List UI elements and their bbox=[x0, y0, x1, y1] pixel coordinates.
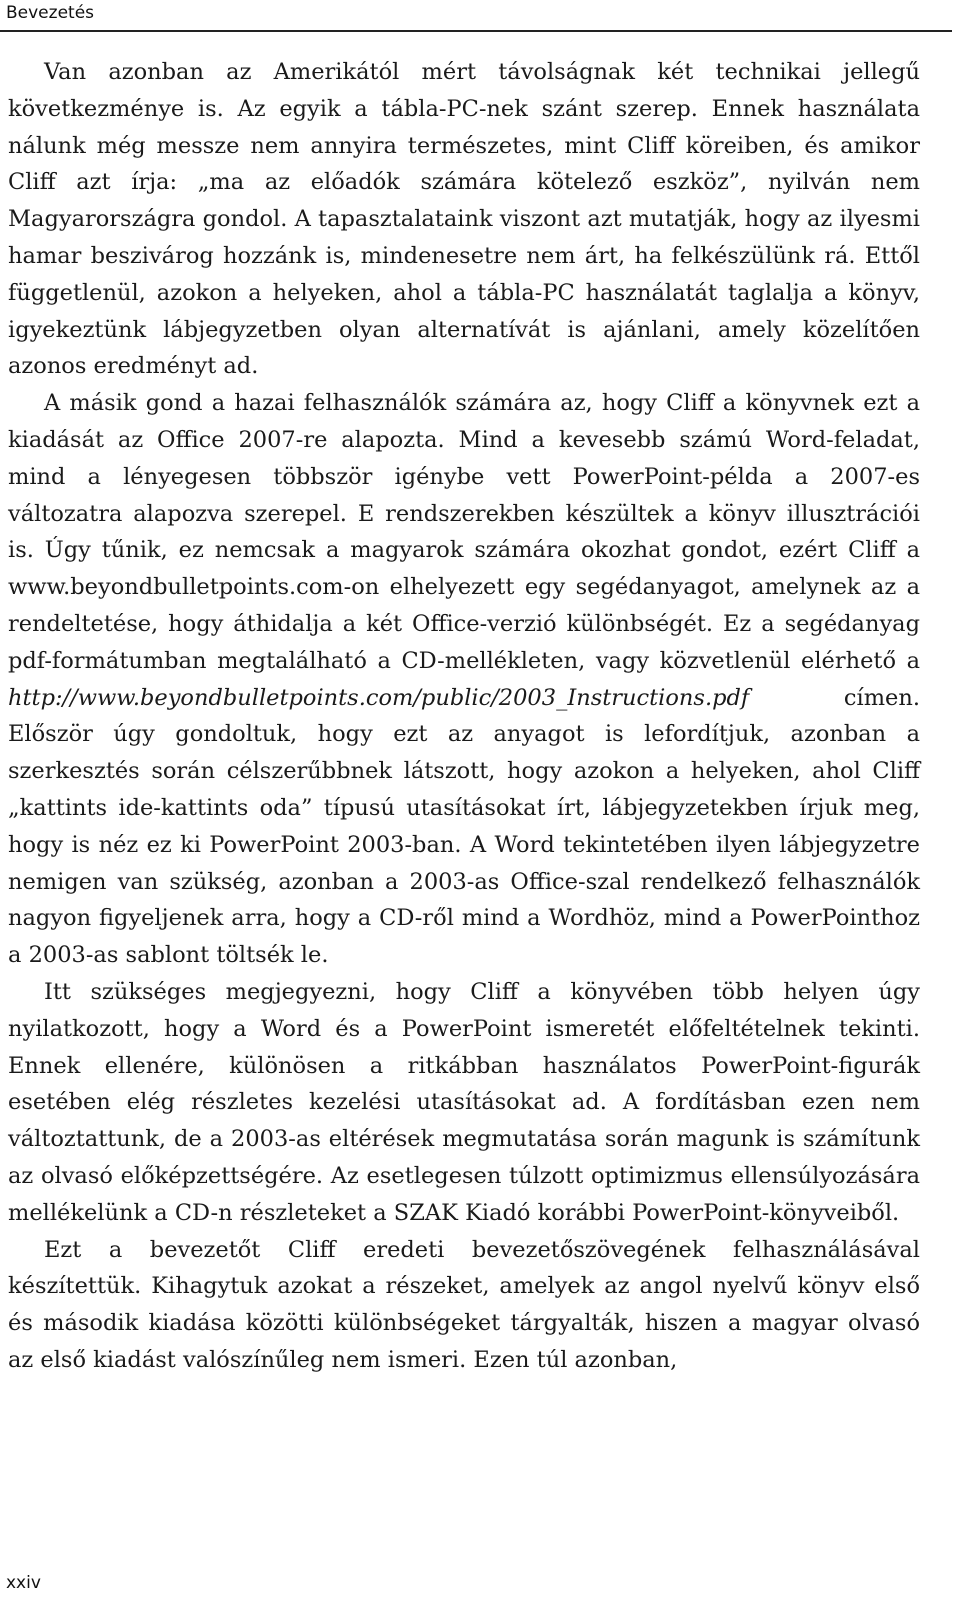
paragraph bbox=[8, 1232, 920, 1379]
header-rule bbox=[0, 30, 952, 32]
paragraph-text: Ezt a bevezetőt Cliff eredeti bevezetőszövegének felhasználásával készítettük. Kihagytuk azokat a részeket, amelyek az angol nyelvű könyv első és második kiadása közötti különbségeket tárgyalták, hiszen a magyar olvasó az első kiadást valószínűleg nem ismeri. Ezen túl azonban, bbox=[8, 1236, 920, 1373]
paragraph-text: címen. Először úgy gondoltuk, hogy ezt az anyagot is lefordítjuk, azonban a szerkesztés során célszerűbbnek látszott, hogy azokon a helyeken, ahol Cliff „kattints ide-kattints oda” típusú utasításokat írt, lábjegyzetekben írjuk meg, hogy is néz ez ki PowerPoint 2003-ban. A Word tekintetében ilyen lábjegyzetre nemigen van szükség, azonban a 2003-as Office-szal rendelkező felhasználók nagyon figyeljenek arra, hogy a CD-ről mind a Wordhöz, mind a PowerPointhoz a 2003-as sablont töltsék le. bbox=[8, 684, 920, 969]
paragraph-text: Van azonban az Amerikától mért távolságnak két technikai jellegű következménye is. Az egyik a tábla-PC-nek szánt szerep. Ennek használata nálunk még messze nem annyira természetes, mint Cliff köreiben, és amikor Cliff azt írja: „ma az előadók számára kötelező eszköz”, nyilván nem Magyarországra gondol. A tapasztalataink viszont azt mutatják, hogy az ilyesmi hamar beszivárog hozzánk is, mindenesetre nem árt, ha felkészülünk rá. Ettől függetlenül, azokon a helyeken, ahol a tábla-PC használatát taglalja a könyv, igyekeztünk lábjegyzetben olyan alternatívát is ajánlani, amely közelítően azonos eredményt ad. bbox=[8, 59, 920, 380]
paragraph-text: A másik gond a hazai felhasználók számára az, hogy Cliff a könyvnek ezt a kiadását az Office 2007-re alapozta. Mind a kevesebb számú Word-feladat, mind a lényegesen többször igénybe vett PowerPoint-példa a 2007-es változatra alapozva szerepel. E rendszerekben készültek a könyv illusztrációi is. Úgy tűnik, ez nemcsak a magyarok számára okozhat gondot, ezért Cliff a www.beyondbulletpoints.com-on elhelyezett egy segédanyagot, amelynek az a rendeltetése, hogy áthidalja a két Office-verzió különbségét. Ez a segédanyag pdf-formátumban megtalálható a CD-mellékleten, vagy közvetlenül elérhető a bbox=[8, 390, 920, 674]
paragraph-text: Itt szükséges megjegyezni, hogy Cliff a könyvében több helyen úgy nyilatkozott, hogy a Word és a PowerPoint ismeretét előfeltételnek tekinti. Ennek ellenére, különösen a ritkábban használatos PowerPoint-figurák esetében elég részletes kezelési utasításokat ad. A fordításban ezen nem változtattunk, de a 2003-as eltérések megmutatása során magunk is számítunk az olvasó előképzettségére. Az esetlegesen túlzott optimizmus ellensúlyozására mellékelünk a CD-n részleteket a SZAK Kiadó korábbi PowerPoint-könyveiből. bbox=[8, 978, 920, 1226]
page-number: xxiv bbox=[6, 1573, 41, 1593]
body-text bbox=[8, 54, 920, 1379]
paragraph bbox=[8, 54, 920, 385]
paragraph bbox=[8, 385, 920, 974]
url-text: http://www.beyondbulletpoints.com/public/2003_Instructions.pdf bbox=[8, 684, 750, 711]
running-head: Bevezetés bbox=[6, 3, 95, 23]
paragraph bbox=[8, 974, 920, 1232]
